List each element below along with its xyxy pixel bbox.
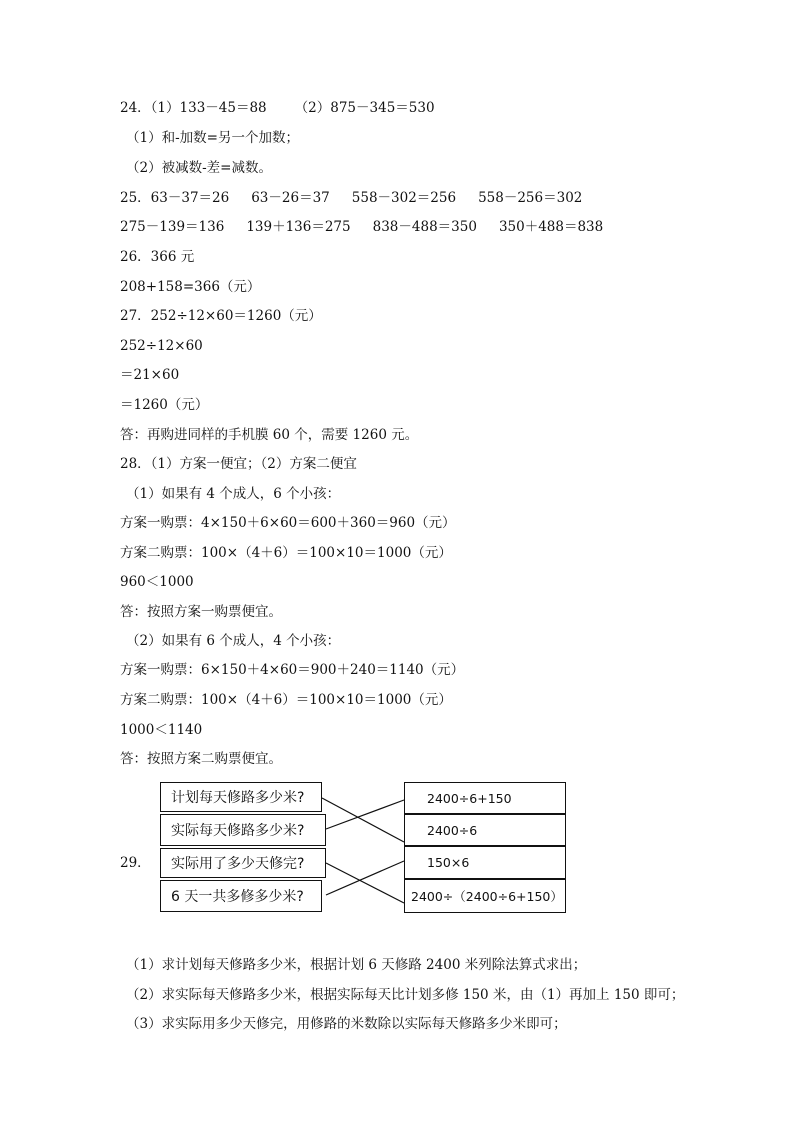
- q28-part1: （1）如果有 4 个成人，6 个小孩：: [126, 486, 341, 502]
- q29-explain-3: （3）求实际用多少天修完，用修路的米数除以实际每天修路多少米即可；: [126, 1016, 567, 1032]
- q25-row2: [120, 218, 603, 236]
- q25-eq: 558－302＝256: [351, 190, 457, 206]
- q24-line2: （2）被减数-差=减数。: [126, 160, 272, 176]
- question-label: 实际每天修路多少米?: [171, 823, 305, 839]
- question-box-2: [160, 814, 326, 846]
- q26-line1: 208+158=366（元）: [120, 279, 261, 295]
- q24-heading: [120, 99, 435, 117]
- q25-eq: 139＋136＝275: [246, 219, 351, 235]
- q25-eq: 63－26＝37: [251, 190, 330, 206]
- q24-line1: （1）和-加数=另一个加数；: [126, 130, 299, 146]
- q28-part1-plan1: 方案一购票：4×150＋6×60＝600＋360＝960（元）: [120, 515, 456, 531]
- formula-box-2: [404, 814, 566, 846]
- q29-explain-1: （1）求计划每天修路多少米，根据计划 6 天修路 2400 米列除法算式求出；: [126, 957, 587, 973]
- q24-part2: （2）875－345＝530: [294, 100, 435, 116]
- match-line: [326, 863, 404, 903]
- match-line: [326, 861, 404, 895]
- q25-eq: 838－488＝350: [372, 219, 477, 235]
- q29-explain-2: （2）求实际每天修路多少米，根据实际每天比计划多修 150 米，由（1）再加上 150 即可；: [126, 987, 685, 1003]
- formula-label: 2400÷（2400÷6+150）: [411, 889, 563, 904]
- q25-eq: 275－139＝136: [120, 219, 225, 235]
- q27-line3: ＝1260（元）: [120, 397, 209, 413]
- q28-part2-plan1: 方案一购票：6×150＋4×60＝900＋240＝1140（元）: [120, 662, 465, 678]
- question-label: 实际用了多少天修完?: [171, 856, 305, 872]
- formula-label: 2400÷6+150: [427, 790, 512, 806]
- question-box-4: [160, 880, 322, 912]
- q27-line2: ＝21×60: [120, 367, 180, 383]
- q28-part2: （2）如果有 6 个成人，4 个小孩：: [126, 633, 341, 649]
- question-label: 6 天一共多修多少米?: [171, 889, 304, 905]
- question-box-1: [160, 782, 322, 812]
- q25-row1: [120, 189, 582, 207]
- q25-eq: 25．63－37＝26: [120, 190, 230, 206]
- q26-heading: 26．366 元: [120, 249, 195, 265]
- formula-box-1: [404, 782, 566, 814]
- q25-eq: 558－256＝302: [478, 190, 583, 206]
- formula-box-4: [404, 879, 566, 913]
- q28-part2-compare: 1000＜1140: [120, 722, 203, 738]
- formula-label: 2400÷6: [427, 822, 478, 838]
- q28-part1-answer: 答：按照方案一购票便宜。: [120, 604, 282, 620]
- question-label: 计划每天修路多少米?: [171, 790, 305, 806]
- q24-part1: 24．（1）133－45＝88: [120, 100, 267, 116]
- q27-answer: 答：再购进同样的手机膜 60 个，需要 1260 元。: [120, 427, 419, 443]
- match-line: [326, 800, 404, 829]
- q29-number: 29．: [120, 855, 151, 871]
- q28-part1-plan2: 方案二购票：100×（4＋6）＝100×10＝1000（元）: [120, 545, 452, 561]
- formula-label: 150×6: [427, 855, 470, 870]
- q28-part2-answer: 答：按照方案二购票便宜。: [120, 751, 282, 767]
- q28-heading: 28．（1）方案一便宜；（2）方案二便宜: [120, 456, 357, 472]
- q25-eq: 350＋488＝838: [498, 219, 604, 235]
- formula-box-3: [404, 846, 566, 879]
- q27-heading: 27．252÷12×60＝1260（元）: [120, 308, 322, 324]
- q28-part1-compare: 960＜1000: [120, 574, 194, 590]
- question-box-3: [160, 848, 326, 878]
- q28-part2-plan2: 方案二购票：100×（4＋6）＝100×10＝1000（元）: [120, 692, 452, 708]
- q27-line1: 252÷12×60: [120, 338, 203, 354]
